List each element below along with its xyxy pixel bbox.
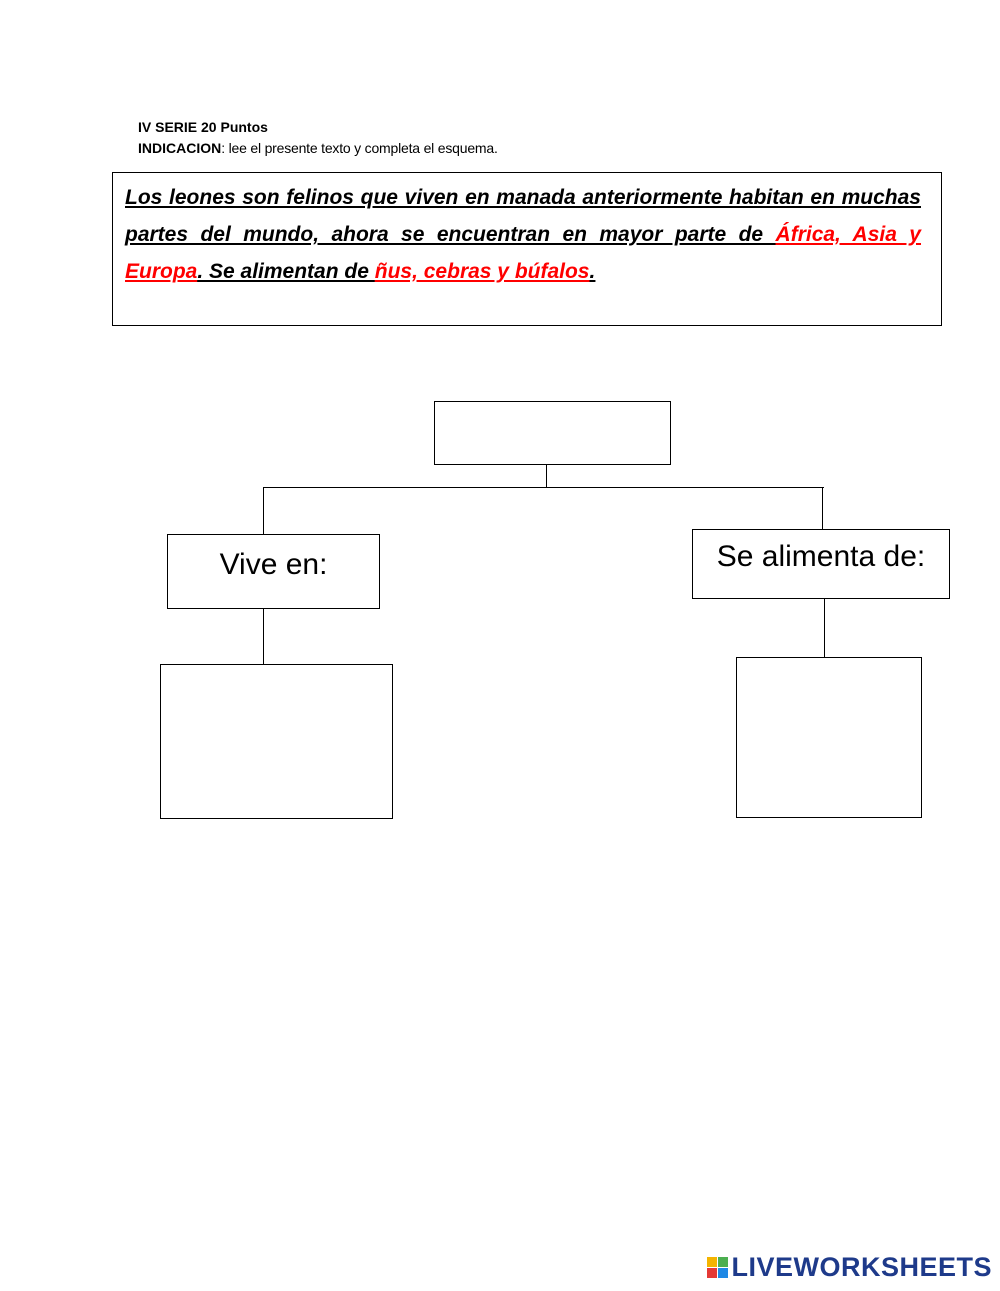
passage-text-1: Los leones son felinos que viven en manada anteriormente habitan en muchas partes del mundo, ahora se encuentran en mayor parte de	[125, 186, 921, 246]
connector-right-down	[822, 487, 823, 529]
connector-left-down	[263, 487, 264, 534]
diagram-title-box[interactable]	[434, 401, 671, 465]
series-title: IV SERIE 20 Puntos	[138, 119, 268, 135]
logo-text: LIVEWORKSHEETS	[731, 1252, 992, 1282]
instruction-text: : lee el presente texto y completa el esquema.	[221, 140, 498, 156]
vive-en-answer-box[interactable]	[160, 664, 393, 819]
liveworksheets-logo	[707, 1252, 992, 1283]
vive-en-box: Vive en:	[167, 534, 380, 609]
se-alimenta-de-answer-box[interactable]	[736, 657, 922, 818]
connector-vive-answer	[263, 609, 264, 664]
passage-highlight-places: África, Asia y Europa	[125, 223, 921, 283]
passage-highlight-food: ñus, cebras y búfalos	[374, 260, 590, 283]
se-alimenta-de-box: Se alimenta de:	[692, 529, 950, 599]
connector-horizontal	[263, 487, 824, 488]
liveworksheets-logo-icon	[707, 1257, 728, 1278]
instruction-line	[138, 138, 498, 159]
worksheet-header	[138, 117, 498, 159]
passage-text-2: . Se alimentan de	[197, 260, 375, 283]
reading-passage	[112, 172, 942, 326]
connector-alimenta-answer	[824, 599, 825, 657]
connector-title-down	[546, 465, 547, 487]
instruction-label: INDICACION	[138, 140, 222, 156]
passage-text-3: .	[589, 260, 596, 283]
